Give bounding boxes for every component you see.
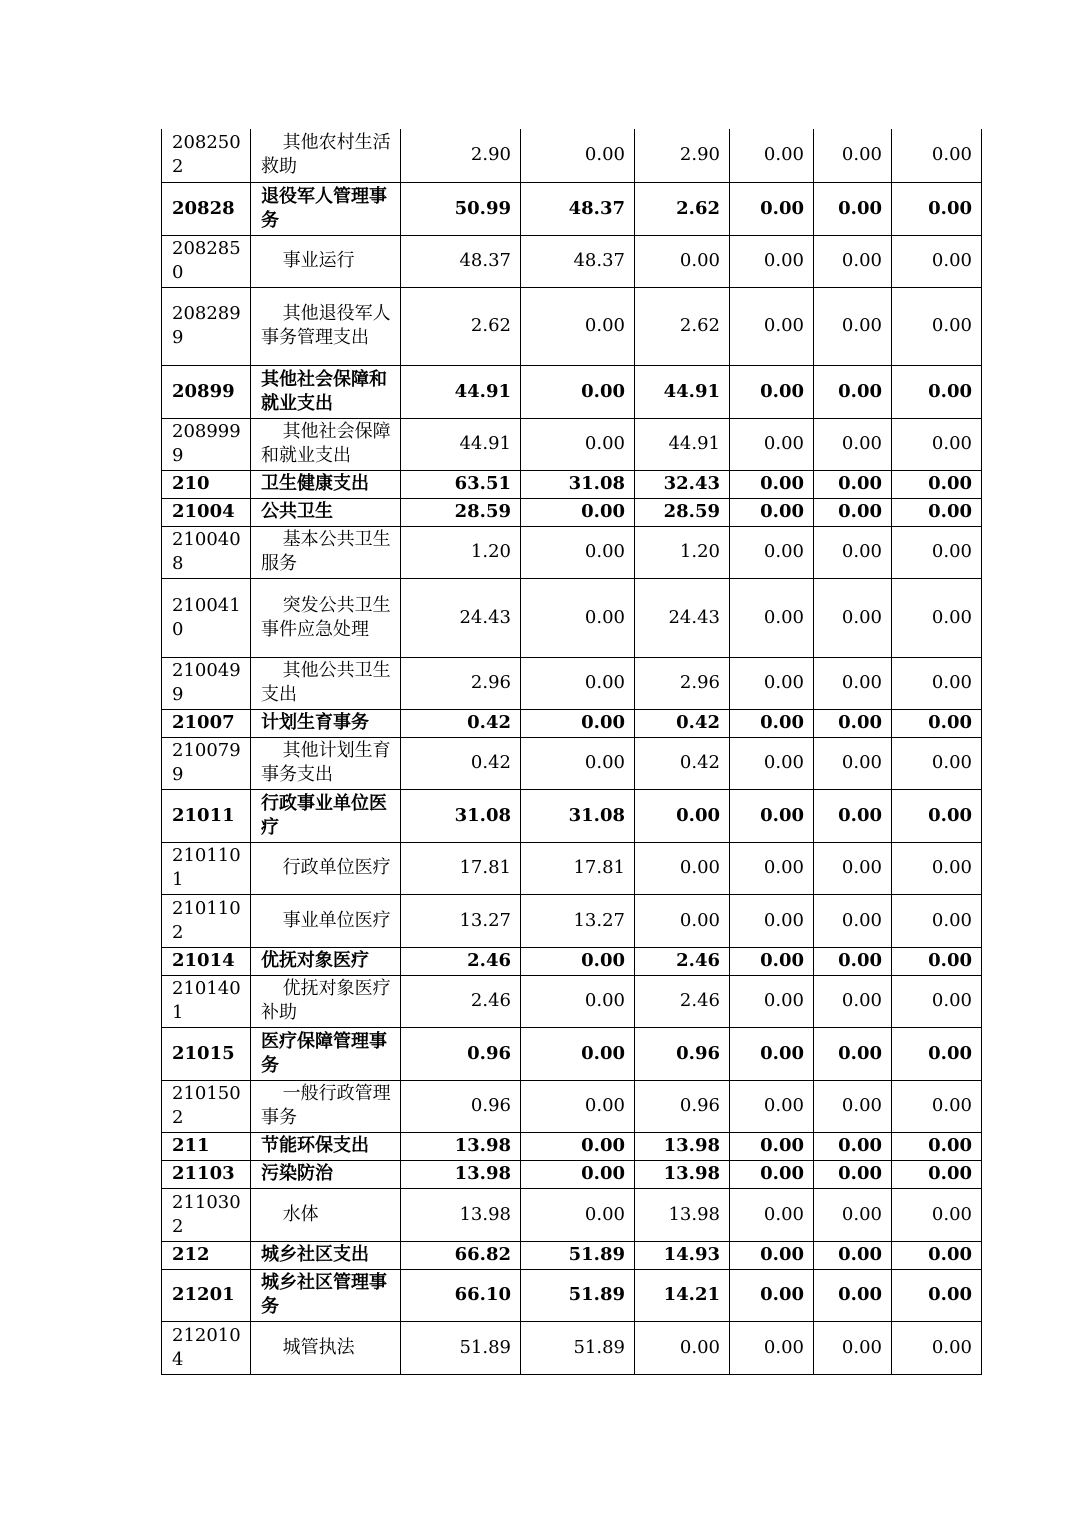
table-row: [162, 975, 982, 1027]
table-row: [162, 1188, 982, 1241]
amount-cell: 0.00: [521, 1132, 635, 1160]
account-name-cell: 其他公共卫生支出: [251, 657, 401, 709]
account-name-cell: 优抚对象医疗: [251, 947, 401, 975]
amount-cell: 32.43: [635, 470, 730, 498]
account-name-cell: 医疗保障管理事务: [251, 1027, 401, 1080]
amount-cell: 2.46: [635, 975, 730, 1027]
amount-cell: 13.98: [401, 1160, 521, 1188]
amount-cell: 28.59: [635, 498, 730, 526]
amount-cell: 13.98: [401, 1132, 521, 1160]
table-row: [162, 182, 982, 235]
table-row: [162, 947, 982, 975]
account-code-cell: 21011: [162, 789, 251, 842]
amount-cell: 0.00: [814, 657, 892, 709]
amount-cell: 24.43: [635, 578, 730, 657]
account-name-cell: 计划生育事务: [251, 709, 401, 737]
amount-cell: 0.00: [521, 1080, 635, 1132]
amount-cell: 48.37: [521, 182, 635, 235]
account-code-cell: 21014: [162, 947, 251, 975]
amount-cell: 0.00: [635, 789, 730, 842]
amount-cell: 63.51: [401, 470, 521, 498]
amount-cell: 0.00: [892, 498, 982, 526]
amount-cell: 0.00: [730, 894, 814, 947]
amount-cell: 0.00: [814, 287, 892, 365]
amount-cell: 13.98: [635, 1188, 730, 1241]
account-name-cell: 事业运行: [251, 235, 401, 287]
amount-cell: 0.00: [892, 709, 982, 737]
amount-cell: 13.98: [401, 1188, 521, 1241]
amount-cell: 24.43: [401, 578, 521, 657]
table-row: [162, 498, 982, 526]
amount-cell: 17.81: [401, 842, 521, 894]
amount-cell: 0.00: [521, 578, 635, 657]
amount-cell: 0.00: [521, 129, 635, 182]
table-row: [162, 1027, 982, 1080]
amount-cell: 51.89: [521, 1241, 635, 1269]
amount-cell: 0.00: [892, 737, 982, 789]
amount-cell: 0.00: [730, 737, 814, 789]
amount-cell: 0.00: [892, 235, 982, 287]
amount-cell: 0.42: [635, 737, 730, 789]
amount-cell: 0.00: [814, 709, 892, 737]
amount-cell: 0.00: [521, 1188, 635, 1241]
budget-table: [161, 129, 982, 1375]
amount-cell: 31.08: [521, 470, 635, 498]
amount-cell: 0.42: [401, 737, 521, 789]
amount-cell: 2.46: [401, 975, 521, 1027]
account-name-cell: 行政单位医疗: [251, 842, 401, 894]
amount-cell: 0.00: [892, 1080, 982, 1132]
amount-cell: 0.00: [892, 182, 982, 235]
amount-cell: 2.46: [635, 947, 730, 975]
amount-cell: 2.62: [635, 287, 730, 365]
amount-cell: 2.90: [401, 129, 521, 182]
account-code-cell: 2082502: [162, 129, 251, 182]
amount-cell: 0.00: [730, 578, 814, 657]
table-row: [162, 287, 982, 365]
table-row: [162, 578, 982, 657]
amount-cell: 0.42: [635, 709, 730, 737]
account-code-cell: 212: [162, 1241, 251, 1269]
amount-cell: 51.89: [401, 1321, 521, 1374]
account-code-cell: 2082850: [162, 235, 251, 287]
account-name-cell: 城乡社区管理事务: [251, 1269, 401, 1321]
account-code-cell: 21004: [162, 498, 251, 526]
amount-cell: 44.91: [635, 365, 730, 418]
amount-cell: 14.93: [635, 1241, 730, 1269]
account-name-cell: 其他农村生活救助: [251, 129, 401, 182]
amount-cell: 0.96: [635, 1027, 730, 1080]
account-code-cell: 20899: [162, 365, 251, 418]
amount-cell: 0.00: [814, 129, 892, 182]
amount-cell: 0.00: [730, 1241, 814, 1269]
table-row: [162, 1080, 982, 1132]
amount-cell: 0.00: [814, 526, 892, 578]
account-code-cell: 211: [162, 1132, 251, 1160]
table-row: [162, 418, 982, 470]
amount-cell: 14.21: [635, 1269, 730, 1321]
amount-cell: 0.96: [401, 1027, 521, 1080]
amount-cell: 0.00: [814, 498, 892, 526]
amount-cell: 1.20: [635, 526, 730, 578]
amount-cell: 0.00: [730, 235, 814, 287]
amount-cell: 13.98: [635, 1160, 730, 1188]
amount-cell: 48.37: [401, 235, 521, 287]
amount-cell: 0.00: [892, 1269, 982, 1321]
table-row: [162, 470, 982, 498]
amount-cell: 0.00: [521, 709, 635, 737]
table-row: [162, 235, 982, 287]
account-name-cell: 突发公共卫生事件应急处理: [251, 578, 401, 657]
amount-cell: 0.00: [521, 498, 635, 526]
amount-cell: 28.59: [401, 498, 521, 526]
amount-cell: 0.00: [730, 182, 814, 235]
account-name-cell: 优抚对象医疗补助: [251, 975, 401, 1027]
account-code-cell: 21015: [162, 1027, 251, 1080]
amount-cell: 0.00: [814, 947, 892, 975]
amount-cell: 0.00: [521, 657, 635, 709]
amount-cell: 0.00: [892, 470, 982, 498]
amount-cell: 0.00: [635, 1321, 730, 1374]
amount-cell: 0.00: [892, 526, 982, 578]
amount-cell: 0.00: [730, 709, 814, 737]
amount-cell: 0.00: [814, 737, 892, 789]
account-code-cell: 2082899: [162, 287, 251, 365]
amount-cell: 0.00: [521, 418, 635, 470]
account-code-cell: 21201: [162, 1269, 251, 1321]
amount-cell: 66.10: [401, 1269, 521, 1321]
amount-cell: 2.62: [401, 287, 521, 365]
amount-cell: 0.00: [814, 1188, 892, 1241]
account-name-cell: 基本公共卫生服务: [251, 526, 401, 578]
amount-cell: 0.00: [814, 1080, 892, 1132]
amount-cell: 0.00: [814, 418, 892, 470]
amount-cell: 0.00: [892, 789, 982, 842]
amount-cell: 0.96: [635, 1080, 730, 1132]
amount-cell: 0.00: [814, 365, 892, 418]
amount-cell: 0.00: [892, 842, 982, 894]
amount-cell: 0.00: [521, 975, 635, 1027]
amount-cell: 50.99: [401, 182, 521, 235]
account-name-cell: 其他计划生育事务支出: [251, 737, 401, 789]
amount-cell: 0.96: [401, 1080, 521, 1132]
amount-cell: 0.00: [892, 1321, 982, 1374]
account-name-cell: 污染防治: [251, 1160, 401, 1188]
amount-cell: 0.00: [730, 418, 814, 470]
amount-cell: 0.00: [814, 470, 892, 498]
account-name-cell: 其他社会保障和就业支出: [251, 365, 401, 418]
account-code-cell: 20828: [162, 182, 251, 235]
amount-cell: 0.00: [814, 1160, 892, 1188]
amount-cell: 0.00: [730, 365, 814, 418]
amount-cell: 2.46: [401, 947, 521, 975]
amount-cell: 0.00: [814, 894, 892, 947]
table-row: [162, 1321, 982, 1374]
table-row: [162, 1269, 982, 1321]
amount-cell: 2.90: [635, 129, 730, 182]
amount-cell: 0.00: [521, 1027, 635, 1080]
amount-cell: 0.00: [730, 975, 814, 1027]
amount-cell: 0.00: [635, 894, 730, 947]
amount-cell: 0.00: [814, 975, 892, 1027]
amount-cell: 0.00: [730, 1321, 814, 1374]
amount-cell: 13.27: [401, 894, 521, 947]
account-name-cell: 城管执法: [251, 1321, 401, 1374]
account-name-cell: 其他社会保障和就业支出: [251, 418, 401, 470]
account-code-cell: 2101101: [162, 842, 251, 894]
amount-cell: 0.00: [814, 1132, 892, 1160]
amount-cell: 44.91: [401, 365, 521, 418]
amount-cell: 0.00: [730, 657, 814, 709]
amount-cell: 0.00: [521, 737, 635, 789]
amount-cell: 0.00: [892, 1027, 982, 1080]
amount-cell: 31.08: [401, 789, 521, 842]
amount-cell: 0.00: [814, 578, 892, 657]
table-row: [162, 709, 982, 737]
amount-cell: 44.91: [635, 418, 730, 470]
account-name-cell: 城乡社区支出: [251, 1241, 401, 1269]
amount-cell: 0.00: [730, 287, 814, 365]
account-code-cell: 2100499: [162, 657, 251, 709]
table-row: [162, 526, 982, 578]
table-row: [162, 789, 982, 842]
account-name-cell: 节能环保支出: [251, 1132, 401, 1160]
amount-cell: 0.00: [730, 498, 814, 526]
table-row: [162, 1132, 982, 1160]
account-code-cell: 210: [162, 470, 251, 498]
amount-cell: 0.00: [814, 235, 892, 287]
account-name-cell: 事业单位医疗: [251, 894, 401, 947]
amount-cell: 0.00: [521, 526, 635, 578]
amount-cell: 0.00: [892, 657, 982, 709]
amount-cell: 0.00: [730, 1132, 814, 1160]
amount-cell: 0.00: [635, 842, 730, 894]
amount-cell: 0.00: [892, 947, 982, 975]
table-row: [162, 1241, 982, 1269]
account-code-cell: 2120104: [162, 1321, 251, 1374]
account-name-cell: 其他退役军人事务管理支出: [251, 287, 401, 365]
table-row: [162, 129, 982, 182]
amount-cell: 0.00: [892, 287, 982, 365]
amount-cell: 0.00: [730, 947, 814, 975]
account-code-cell: 2110302: [162, 1188, 251, 1241]
amount-cell: 0.00: [814, 842, 892, 894]
amount-cell: 0.42: [401, 709, 521, 737]
amount-cell: 2.96: [635, 657, 730, 709]
table-row: [162, 365, 982, 418]
amount-cell: 0.00: [814, 182, 892, 235]
amount-cell: 0.00: [814, 789, 892, 842]
account-code-cell: 21007: [162, 709, 251, 737]
amount-cell: 0.00: [730, 470, 814, 498]
amount-cell: 17.81: [521, 842, 635, 894]
amount-cell: 0.00: [730, 842, 814, 894]
account-name-cell: 行政事业单位医疗: [251, 789, 401, 842]
account-code-cell: 2089999: [162, 418, 251, 470]
account-code-cell: 2100408: [162, 526, 251, 578]
account-code-cell: 2101502: [162, 1080, 251, 1132]
amount-cell: 0.00: [730, 1188, 814, 1241]
amount-cell: 66.82: [401, 1241, 521, 1269]
amount-cell: 0.00: [892, 129, 982, 182]
account-code-cell: 2100410: [162, 578, 251, 657]
amount-cell: 0.00: [730, 1027, 814, 1080]
amount-cell: 13.98: [635, 1132, 730, 1160]
amount-cell: 0.00: [635, 235, 730, 287]
amount-cell: 0.00: [730, 1160, 814, 1188]
amount-cell: 0.00: [892, 1132, 982, 1160]
amount-cell: 0.00: [521, 365, 635, 418]
amount-cell: 0.00: [892, 894, 982, 947]
amount-cell: 51.89: [521, 1321, 635, 1374]
amount-cell: 0.00: [892, 365, 982, 418]
amount-cell: 44.91: [401, 418, 521, 470]
amount-cell: 51.89: [521, 1269, 635, 1321]
account-name-cell: 卫生健康支出: [251, 470, 401, 498]
amount-cell: 0.00: [814, 1269, 892, 1321]
amount-cell: 0.00: [730, 526, 814, 578]
account-name-cell: 公共卫生: [251, 498, 401, 526]
amount-cell: 0.00: [892, 1160, 982, 1188]
amount-cell: 1.20: [401, 526, 521, 578]
account-name-cell: 水体: [251, 1188, 401, 1241]
amount-cell: 0.00: [730, 129, 814, 182]
amount-cell: 0.00: [892, 418, 982, 470]
amount-cell: 13.27: [521, 894, 635, 947]
amount-cell: 31.08: [521, 789, 635, 842]
amount-cell: 0.00: [730, 789, 814, 842]
amount-cell: 0.00: [521, 287, 635, 365]
amount-cell: 0.00: [892, 975, 982, 1027]
account-code-cell: 21103: [162, 1160, 251, 1188]
amount-cell: 0.00: [814, 1027, 892, 1080]
table-row: [162, 894, 982, 947]
amount-cell: 2.96: [401, 657, 521, 709]
account-code-cell: 2101401: [162, 975, 251, 1027]
table-row: [162, 1160, 982, 1188]
account-code-cell: 2100799: [162, 737, 251, 789]
table-body: [162, 129, 982, 1374]
amount-cell: 0.00: [730, 1080, 814, 1132]
table-row: [162, 842, 982, 894]
amount-cell: 48.37: [521, 235, 635, 287]
amount-cell: 0.00: [814, 1321, 892, 1374]
amount-cell: 0.00: [730, 1269, 814, 1321]
amount-cell: 0.00: [892, 1241, 982, 1269]
account-name-cell: 一般行政管理事务: [251, 1080, 401, 1132]
amount-cell: 0.00: [521, 1160, 635, 1188]
account-name-cell: 退役军人管理事务: [251, 182, 401, 235]
amount-cell: 2.62: [635, 182, 730, 235]
amount-cell: 0.00: [521, 947, 635, 975]
table-row: [162, 737, 982, 789]
amount-cell: 0.00: [814, 1241, 892, 1269]
account-code-cell: 2101102: [162, 894, 251, 947]
amount-cell: 0.00: [892, 578, 982, 657]
amount-cell: 0.00: [892, 1188, 982, 1241]
table-row: [162, 657, 982, 709]
